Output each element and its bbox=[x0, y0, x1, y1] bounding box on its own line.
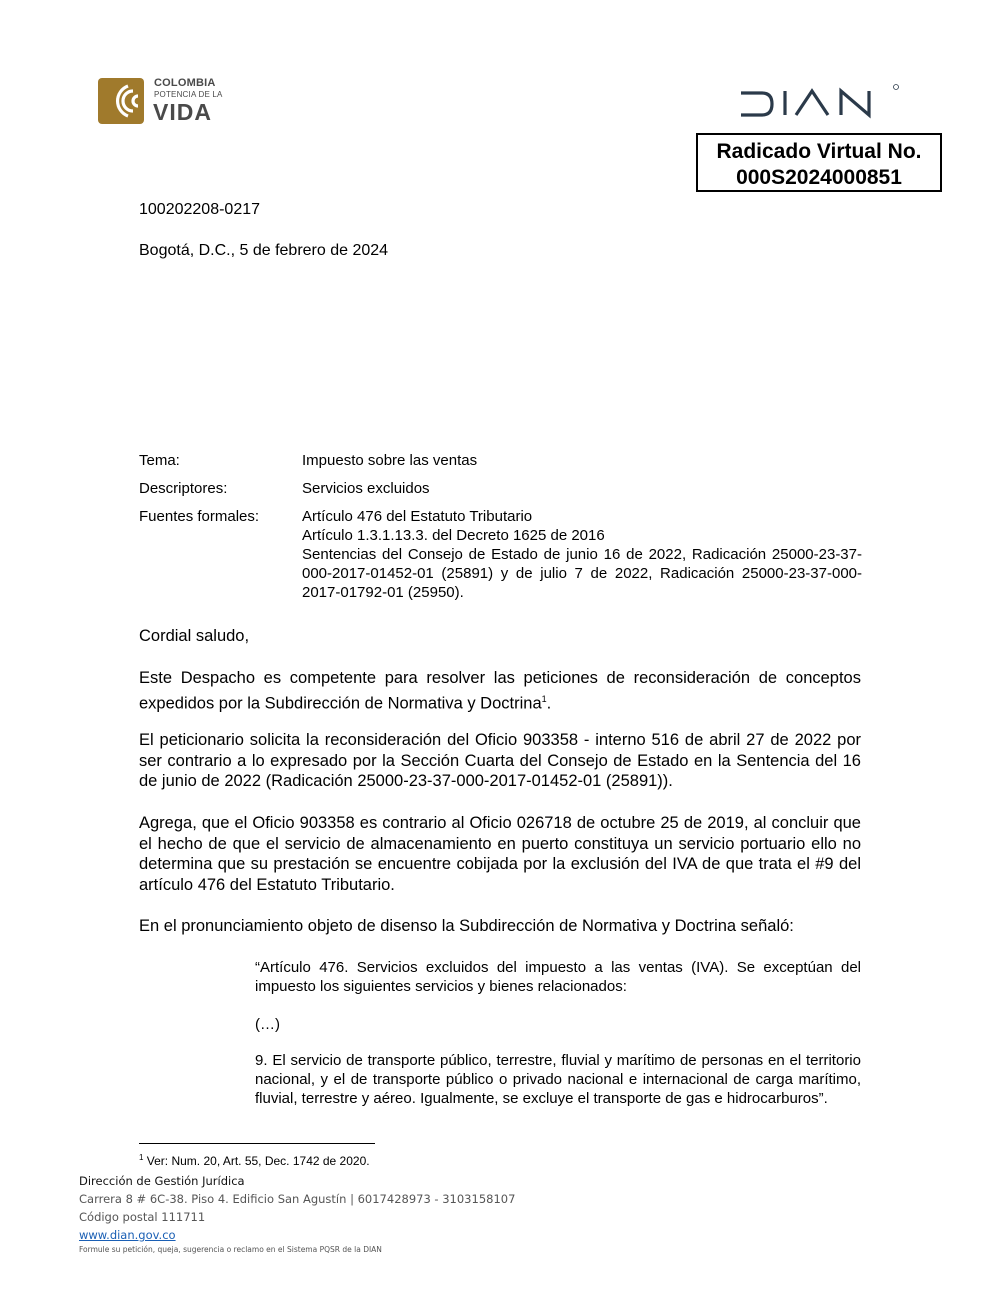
dian-logo bbox=[738, 82, 908, 122]
place-date: Bogotá, D.C., 5 de febrero de 2024 bbox=[139, 242, 389, 259]
paragraph-1-end: . bbox=[546, 694, 552, 712]
footnote-mark: 1 bbox=[139, 1153, 144, 1162]
footer-website-link[interactable]: www.dian.gov.co bbox=[79, 1228, 176, 1242]
descriptores-value: Servicios excluidos bbox=[302, 480, 430, 497]
paragraph-2: El peticionario solicita la reconsideración del Oficio 903358 - interno 516 de abril 27 de 2022 por ser contrario a lo expresado por la Sección Cuarta del Consejo de Estado en la Sentencia del 16 de junio de 2022 (Radicación 25000-23-37-000-2017-01452-01 (25891)). bbox=[139, 731, 861, 790]
paragraph-3: Agrega, que el Oficio 903358 es contrario al Oficio 026718 de octubre 25 de 2019, al concluir que el hecho de que el servicio de almacenamiento en puerto constituya un servicio portuario ello no determina que su prestación se encuentre cobijada por la exclusión del IVA de que trata el #9 del artículo 476 del Estatuto Tributario. bbox=[139, 814, 861, 894]
quote-paragraph-1: “Artículo 476. Servicios excluidos del impuesto a las ventas (IVA). Se exceptúan del impuesto los siguientes servicios y bienes relacionados: bbox=[255, 959, 861, 995]
quote-ellipsis: (…) bbox=[255, 1016, 280, 1033]
logo-line-colombia: COLOMBIA bbox=[154, 77, 216, 89]
footnote-text: Ver: Num. 20, Art. 55, Dec. 1742 de 2020. bbox=[143, 1154, 370, 1168]
footnote bbox=[139, 1153, 370, 1168]
footer-pqsr-note: Formule su petición, queja, sugerencia o reclamo en el Sistema PQSR de la DIAN bbox=[79, 1245, 382, 1254]
footer-department: Dirección de Gestión Jurídica bbox=[79, 1174, 245, 1188]
tema-label: Tema: bbox=[139, 452, 180, 469]
document-number: 100202208-0217 bbox=[139, 201, 261, 218]
footnote-separator bbox=[139, 1143, 375, 1144]
paragraph-1 bbox=[139, 668, 861, 714]
fuentes-value bbox=[302, 507, 862, 602]
footnote-ref[interactable]: 1 bbox=[541, 693, 547, 704]
colombia-potencia-vida-logo bbox=[98, 75, 238, 127]
descriptores-label: Descriptores: bbox=[139, 480, 228, 497]
paragraph-1-text: Este Despacho es competente para resolver las peticiones de reconsideración de conceptos expedidos por la Subdirección de Normativa y Doctrina bbox=[139, 669, 861, 712]
fuentes-line-1: Artículo 476 del Estatuto Tributario bbox=[302, 508, 533, 525]
radicado-title: Radicado Virtual No. bbox=[716, 140, 922, 163]
logo-line-potencia: POTENCIA DE LA bbox=[154, 90, 223, 99]
fuentes-label: Fuentes formales: bbox=[139, 508, 260, 525]
footer-postal-code: Código postal 111711 bbox=[79, 1210, 206, 1224]
fuentes-line-2: Artículo 1.3.1.13.3. del Decreto 1625 de 2016 bbox=[302, 527, 605, 544]
radicado-number: 000S2024000851 bbox=[736, 166, 902, 189]
radicado-box bbox=[696, 133, 942, 192]
footer-address: Carrera 8 # 6C-38. Piso 4. Edificio San Agustín | 6017428973 - 3103158107 bbox=[79, 1192, 516, 1206]
colombia-wave-icon bbox=[98, 78, 144, 124]
greeting: Cordial saludo, bbox=[139, 627, 250, 645]
tema-value: Impuesto sobre las ventas bbox=[302, 452, 478, 469]
paragraph-4: En el pronunciamiento objeto de disenso la Subdirección de Normativa y Doctrina señaló: bbox=[139, 917, 794, 935]
fuentes-line-3: Sentencias del Consejo de Estado de junio 16 de 2022, Radicación 25000-23-37-000-2017-01452-01 (25891) y de julio 7 de 2022, Radicación 25000-23-37-000-2017-01792-01 (25950). bbox=[302, 546, 862, 601]
logo-line-vida: VIDA bbox=[153, 99, 212, 125]
quote-paragraph-2: 9. El servicio de transporte público, terrestre, fluvial y marítimo de personas en el territorio nacional, y el de transporte público o privado nacional e internacional de carga marítimo, fluvial, terrestre y aéreo. Igualmente, se excluye el transporte de gas e hidrocarburos”. bbox=[255, 1052, 861, 1107]
